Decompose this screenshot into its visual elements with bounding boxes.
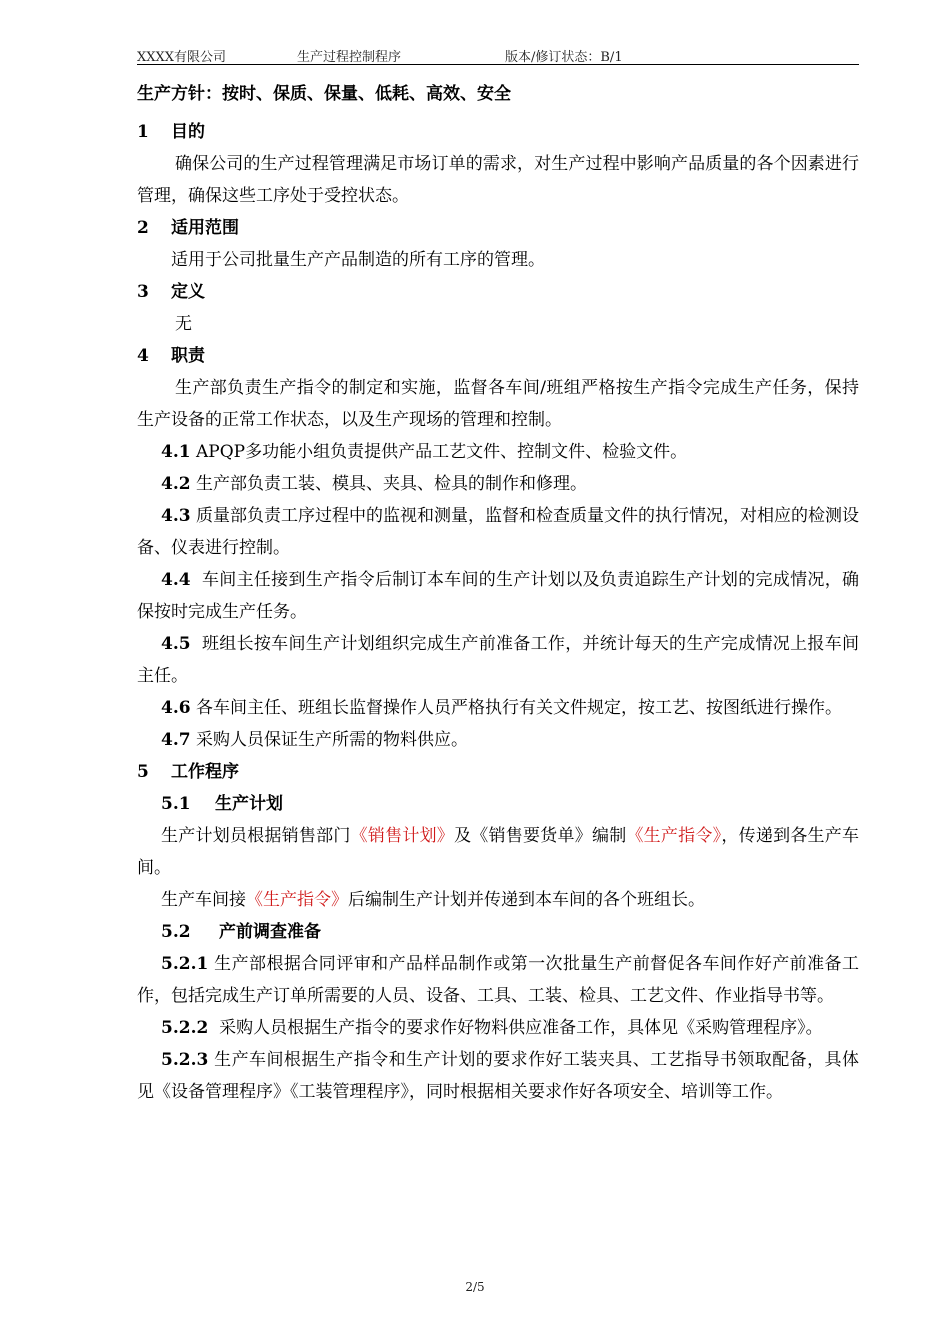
item-text: 采购人员根据生产指令的要求作好物料供应准备工作，具体见《采购管理程序》。 [219, 1018, 823, 1038]
production-order-link[interactable]: 《生产指令》 [246, 890, 348, 910]
production-plan-paragraph [137, 820, 859, 884]
header-doc-title: 生产过程控制程序 [297, 50, 402, 65]
responsibility-item [137, 436, 859, 468]
section-number: 1 [137, 122, 149, 142]
header-version: 版本/修订状态：B/1 [505, 50, 623, 65]
text-run: 后编制生产计划并传递到本车间的各个班组长。 [348, 890, 705, 910]
production-plan-paragraph [137, 884, 859, 916]
section-1-heading [137, 116, 859, 148]
page-header [137, 44, 859, 65]
responsibility-item [137, 468, 859, 500]
text-run: ，传递到各生产车间。 [137, 826, 860, 878]
text-run: 生产计划员根据销售部门 [161, 826, 351, 846]
subsection-title: 生产计划 [215, 794, 283, 814]
section-2-heading [137, 212, 859, 244]
sales-plan-link[interactable]: 《销售计划》 [350, 826, 455, 846]
item-number: 5.2.1 [161, 954, 209, 974]
section-title: 定义 [171, 282, 205, 302]
responsibility-item [137, 564, 859, 628]
header-company: XXXX有限公司 [137, 50, 227, 65]
responsibility-item [137, 628, 859, 692]
item-text: 生产部负责工装、模具、夹具、检具的制作和修理。 [195, 474, 587, 494]
item-text: 生产车间根据生产指令和生产计划的要求作好工装夹具、工艺指导书领取配备，具体见《设备管理程序》《工装管理程序》，同时根据相关要求作好各项安全、培训等工作。 [137, 1050, 859, 1102]
text-run: 及《销售要货单》编制 [454, 826, 627, 846]
item-text: 各车间主任、班组长监督操作人员严格执行有关文件规定，按工艺、按图纸进行操作。 [195, 698, 842, 718]
subsection-title: 产前调查准备 [219, 922, 321, 942]
item-text: 班组长按车间生产计划组织完成生产前准备工作，并统计每天的生产完成情况上报车间主任。 [137, 634, 859, 686]
item-number: 4.5 [161, 634, 191, 654]
section-4-heading [137, 340, 859, 372]
production-order-link[interactable]: 《生产指令》 [626, 826, 722, 846]
section-3-heading [137, 276, 859, 308]
section-2-body: 适用于公司批量生产产品制造的所有工序的管理。 [171, 250, 545, 270]
section-number: 2 [137, 218, 149, 238]
item-text: 质量部负责工序过程中的监视和测量，监督和检查质量文件的执行情况，对相应的检测设备、仪表进行控制。 [137, 506, 859, 558]
section-4-body: 生产部负责生产指令的制定和实施，监督各车间/班组严格按生产指令完成生产任务，保持生产设备的正常工作状态，以及生产现场的管理和控制。 [137, 378, 859, 430]
subsection-number: 5.2 [161, 922, 191, 942]
section-number: 5 [137, 762, 149, 782]
section-title: 职责 [171, 346, 205, 366]
section-3-body: 无 [175, 314, 192, 334]
production-policy: 生产方针：按时、保质、保量、低耗、高效、安全 [137, 84, 511, 104]
responsibility-item [137, 724, 859, 756]
item-number: 4.4 [161, 570, 191, 590]
preparation-item [137, 948, 859, 1012]
item-text: 生产部根据合同评审和产品样品制作或第一次批量生产前督促各车间作好产前准备工作，包括完成生产订单所需要的人员、设备、工具、工装、检具、工艺文件、作业指导书等。 [137, 954, 859, 1006]
section-number: 3 [137, 282, 149, 302]
preparation-item [137, 1044, 859, 1108]
item-number: 5.2.3 [161, 1050, 209, 1070]
section-number: 4 [137, 346, 149, 366]
item-text: 车间主任接到生产指令后制订本车间的生产计划以及负责追踪生产计划的完成情况，确保按时完成生产任务。 [137, 570, 859, 622]
item-text: 采购人员保证生产所需的物料供应。 [195, 730, 468, 750]
responsibility-item [137, 692, 859, 724]
text-run: 生产车间接 [161, 890, 246, 910]
item-number: 4.7 [161, 730, 191, 750]
item-number: 4.3 [161, 506, 191, 526]
item-text: APQP多功能小组负责提供产品工艺文件、控制文件、检验文件。 [195, 442, 688, 462]
section-title: 工作程序 [171, 762, 239, 782]
responsibility-item [137, 500, 859, 564]
subsection-5-2-heading [137, 916, 859, 948]
section-1-body: 确保公司的生产过程管理满足市场订单的需求，对生产过程中影响产品质量的各个因素进行管理，确保这些工序处于受控状态。 [137, 154, 859, 206]
section-title: 适用范围 [171, 218, 239, 238]
document-body [137, 78, 859, 1108]
section-5-heading [137, 756, 859, 788]
subsection-5-1-heading [137, 788, 859, 820]
item-number: 4.2 [161, 474, 191, 494]
page-number: 2/5 [465, 1280, 485, 1294]
section-title: 目的 [171, 122, 205, 142]
subsection-number: 5.1 [161, 794, 191, 814]
item-number: 4.1 [161, 442, 191, 462]
item-number: 4.6 [161, 698, 191, 718]
preparation-item [137, 1012, 859, 1044]
item-number: 5.2.2 [161, 1018, 209, 1038]
